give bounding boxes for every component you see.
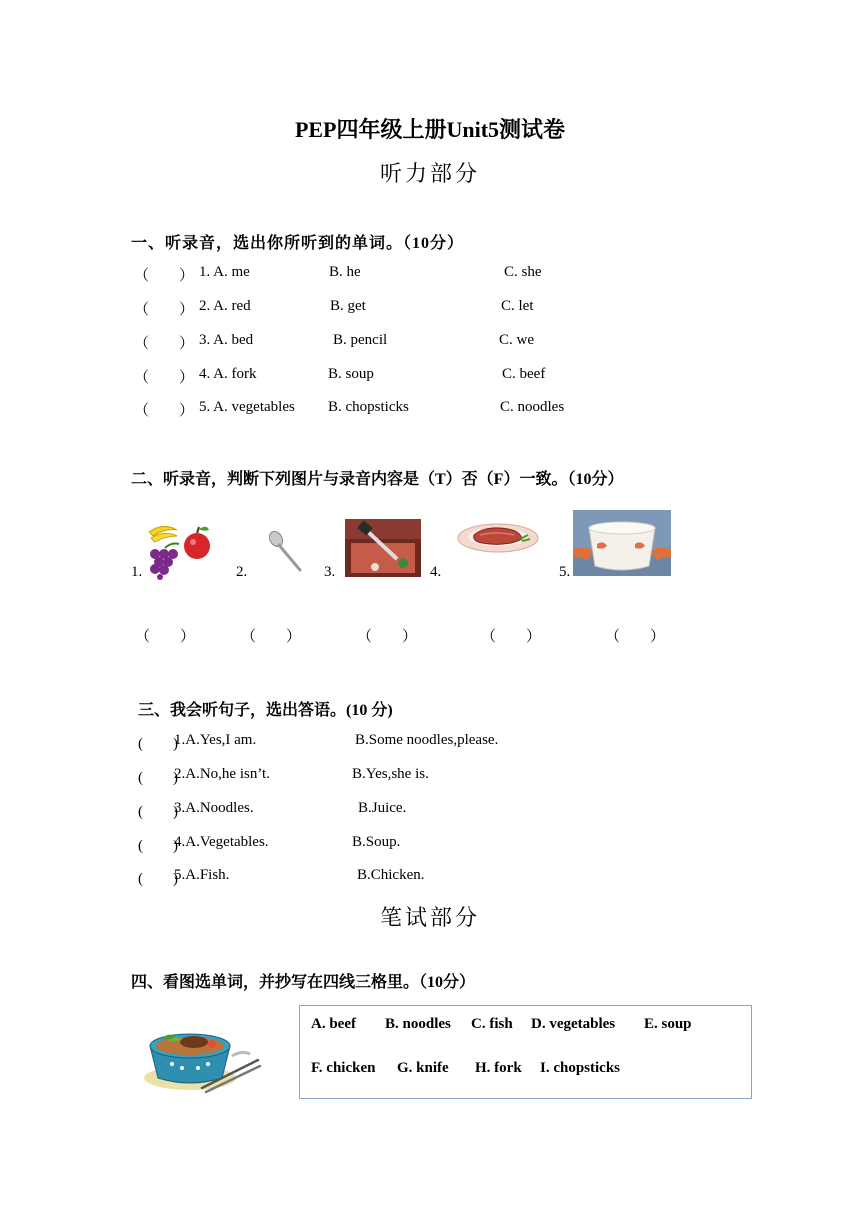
noodle-bowl-icon: [142, 1016, 262, 1094]
tf-blank[interactable]: （ ）: [481, 629, 542, 645]
word-choice: F. chicken: [311, 1060, 376, 1076]
option-b: B.Soup.: [352, 834, 401, 850]
option-b: B. he: [329, 264, 361, 280]
option-a: 4. A. fork: [199, 366, 257, 382]
fruit-icon: [143, 522, 213, 580]
option-b: B. get: [330, 298, 366, 314]
option-c: C. we: [499, 332, 534, 348]
option-c: C. let: [501, 298, 534, 314]
word-bank-box: [299, 1005, 752, 1099]
option-b: B.Juice.: [358, 800, 407, 816]
word-choice: H. fork: [475, 1060, 522, 1076]
word-choice: D. vegetables: [531, 1016, 616, 1032]
listening-section-header: 听力部分: [379, 161, 480, 186]
page-title: PEP四年级上册Unit5测试卷: [294, 117, 566, 142]
picture-number: 5.: [559, 564, 571, 580]
option-b: B. soup: [328, 366, 374, 382]
answer-blank[interactable]: ( ): [138, 838, 178, 854]
option-b: B.Some noodles,please.: [355, 732, 499, 748]
knife-cutting-icon: [345, 519, 421, 577]
option-a: 5. A. vegetables: [199, 399, 295, 415]
answer-blank[interactable]: （ ）: [134, 302, 195, 318]
word-choice: I. chopsticks: [540, 1060, 621, 1076]
answer-blank[interactable]: ( ): [138, 871, 178, 887]
beef-plate-icon: [456, 517, 540, 555]
section-4-title: 四、看图选单词，并抄写在四线三格里。（10分）: [131, 974, 476, 991]
option-c: C. beef: [502, 366, 546, 382]
picture-number: 3.: [324, 564, 336, 580]
tf-blank[interactable]: （ ）: [241, 629, 302, 645]
section-2-title: 二、听录音，判断下列图片与录音内容是（T）否（F）一致。（10分）: [131, 471, 624, 488]
section-3-title: 三、我会听句子，选出答语。(10 分): [138, 702, 393, 719]
answer-blank[interactable]: （ ）: [134, 268, 195, 284]
option-c: C. noodles: [500, 399, 565, 415]
word-choice: E. soup: [644, 1016, 692, 1032]
picture-number: 1.: [131, 564, 143, 580]
option-c: C. she: [504, 264, 542, 280]
answer-blank[interactable]: （ ）: [134, 370, 195, 386]
option-a: 2.A.No,he isn’t.: [174, 766, 270, 782]
tf-blank[interactable]: （ ）: [357, 629, 418, 645]
answer-blank[interactable]: （ ）: [134, 336, 195, 352]
option-a: 1.A.Yes,I am.: [174, 732, 257, 748]
option-a: 5.A.Fish.: [174, 867, 230, 883]
spoon-icon: [266, 530, 306, 574]
option-b: B.Yes,she is.: [352, 766, 429, 782]
option-a: 4.A.Vegetables.: [174, 834, 269, 850]
option-b: B. chopsticks: [328, 399, 409, 415]
option-b: B.Chicken.: [357, 867, 425, 883]
picture-number: 4.: [430, 564, 442, 580]
option-a: 3. A. bed: [199, 332, 254, 348]
soup-bowl-icon: [573, 510, 671, 576]
writing-section-header: 笔试部分: [379, 905, 480, 930]
section-1-title: 一、听录音，选出你所听到的单词。（10分）: [131, 235, 465, 252]
answer-blank[interactable]: ( ): [138, 770, 178, 786]
word-choice: C. fish: [471, 1016, 513, 1032]
option-a: 3.A.Noodles.: [174, 800, 254, 816]
answer-blank[interactable]: ( ): [138, 736, 178, 752]
option-a: 1. A. me: [199, 264, 250, 280]
tf-blank[interactable]: （ ）: [135, 629, 196, 645]
picture-number: 2.: [236, 564, 248, 580]
word-choice: B. noodles: [385, 1016, 451, 1032]
option-b: B. pencil: [333, 332, 388, 348]
option-a: 2. A. red: [199, 298, 251, 314]
answer-blank[interactable]: ( ): [138, 804, 178, 820]
tf-blank[interactable]: （ ）: [605, 629, 666, 645]
word-choice: A. beef: [311, 1016, 356, 1032]
word-choice: G. knife: [397, 1060, 449, 1076]
answer-blank[interactable]: （ ）: [134, 403, 195, 419]
